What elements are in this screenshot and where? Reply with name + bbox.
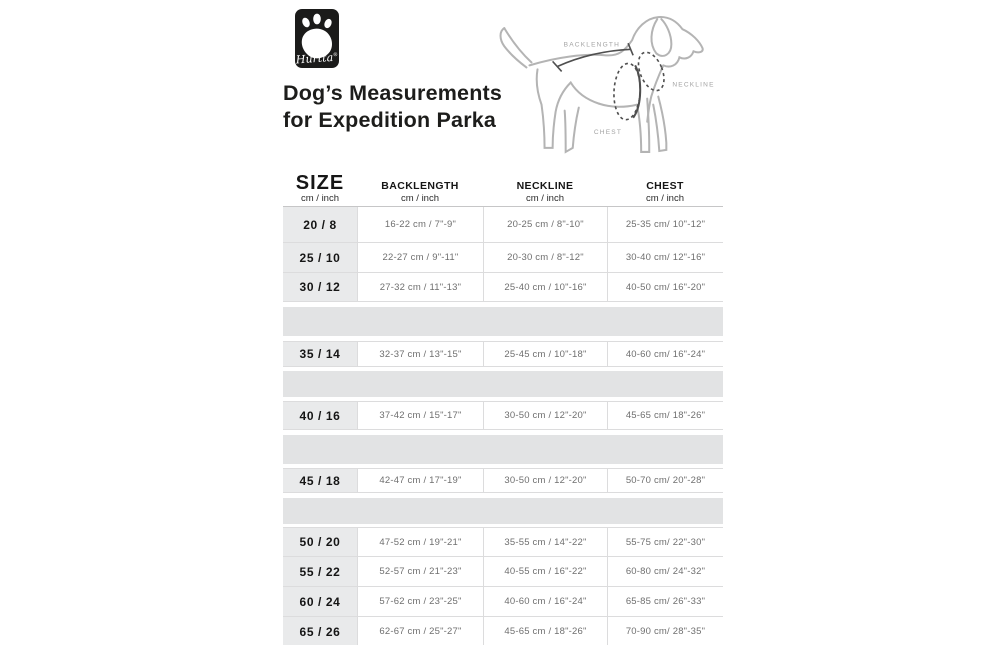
neckline-cell: 25-45 cm / 10"-18" [483, 342, 607, 366]
hurtta-logo [295, 9, 339, 69]
neckline-cell: 30-50 cm / 12"-20" [483, 402, 607, 429]
size-cell: 30 / 12 [283, 273, 357, 301]
header-chest: CHEST cm / inch [645, 180, 684, 204]
size-cell: 25 / 10 [283, 243, 357, 272]
chest-cell: 50-70 cm/ 20"-28" [607, 469, 723, 492]
size-cell: 50 / 20 [283, 528, 357, 556]
registered-mark: ® [332, 51, 339, 59]
chest-cell: 70-90 cm/ 28"-35" [607, 617, 723, 645]
table-spacer-band [283, 371, 723, 397]
chest-cell: 25-35 cm/ 10"-12" [607, 207, 723, 242]
neckline-cell: 40-55 cm / 16"-22" [483, 557, 607, 586]
table-row [283, 341, 723, 367]
backlength-diagram-label: BACKLENGTH [563, 41, 621, 49]
neckline-cell: 45-65 cm / 18"-26" [483, 617, 607, 645]
size-cell: 65 / 26 [283, 617, 357, 645]
table-spacer-band [283, 435, 723, 464]
table-row [283, 401, 723, 430]
dog-measurement-diagram [493, 5, 735, 161]
table-row [283, 587, 723, 617]
backlength-cell: 27-32 cm / 11"-13" [357, 273, 483, 301]
table-row [283, 557, 723, 587]
table-row [283, 207, 723, 243]
table-row [283, 617, 723, 645]
brand-name: Hurtta [295, 50, 334, 67]
chest-cell: 45-65 cm/ 18"-26" [607, 402, 723, 429]
title-line-2: for Expedition Parka [283, 108, 497, 132]
chest-cell: 65-85 cm/ 26"-33" [607, 587, 723, 616]
title-line-1: Dog’s Measurements [283, 81, 503, 105]
backlength-cell: 52-57 cm / 21"-23" [357, 557, 483, 586]
backlength-cell: 16-22 cm / 7"-9" [357, 207, 483, 242]
size-cell: 20 / 8 [283, 207, 357, 242]
backlength-cell: 57-62 cm / 23"-25" [357, 587, 483, 616]
neckline-diagram-label: NECKLINE [672, 81, 715, 89]
neckline-cell: 20-30 cm / 8"-12" [483, 243, 607, 272]
header-backlength: BACKLENGTH cm / inch [381, 180, 459, 204]
neckline-cell: 35-55 cm / 14"-22" [483, 528, 607, 556]
size-table-header [283, 172, 723, 207]
neckline-cell: 30-50 cm / 12"-20" [483, 469, 607, 492]
table-row [283, 243, 723, 273]
chest-cell: 40-50 cm/ 16"-20" [607, 273, 723, 301]
neckline-cell: 20-25 cm / 8"-10" [483, 207, 607, 242]
size-cell: 45 / 18 [283, 469, 357, 492]
table-row [283, 468, 723, 493]
chest-diagram-label: CHEST [593, 128, 623, 136]
page-title [283, 80, 502, 134]
header-size: SIZE cm / inch [295, 172, 345, 204]
backlength-cell: 32-37 cm / 13"-15" [357, 342, 483, 366]
backlength-cell: 42-47 cm / 17"-19" [357, 469, 483, 492]
chest-cell: 60-80 cm/ 24"-32" [607, 557, 723, 586]
table-spacer-band [283, 307, 723, 336]
chest-cell: 40-60 cm/ 16"-24" [607, 342, 723, 366]
size-cell: 55 / 22 [283, 557, 357, 586]
table-spacer-band [283, 498, 723, 524]
backlength-cell: 37-42 cm / 15"-17" [357, 402, 483, 429]
size-table [283, 172, 723, 645]
backlength-cell: 62-67 cm / 25"-27" [357, 617, 483, 645]
header-neckline: NECKLINE cm / inch [516, 180, 574, 204]
size-cell: 35 / 14 [283, 342, 357, 366]
table-row [283, 527, 723, 557]
size-cell: 60 / 24 [283, 587, 357, 616]
chest-cell: 55-75 cm/ 22"-30" [607, 528, 723, 556]
table-row [283, 273, 723, 302]
backlength-cell: 22-27 cm / 9"-11" [357, 243, 483, 272]
neckline-cell: 40-60 cm / 16"-24" [483, 587, 607, 616]
size-cell: 40 / 16 [283, 402, 357, 429]
backlength-cell: 47-52 cm / 19"-21" [357, 528, 483, 556]
chest-cell: 30-40 cm/ 12"-16" [607, 243, 723, 272]
neckline-cell: 25-40 cm / 10"-16" [483, 273, 607, 301]
